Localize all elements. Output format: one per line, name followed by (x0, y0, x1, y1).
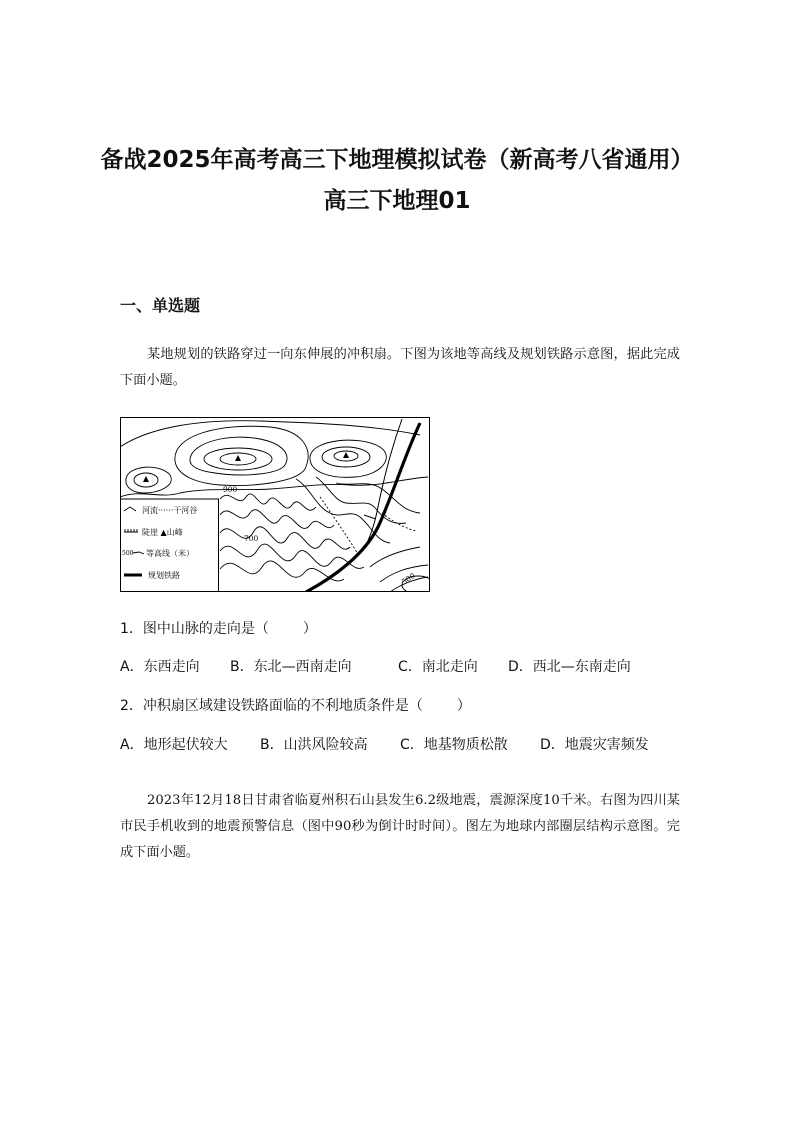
question-1-stem-end: ） (302, 621, 317, 637)
question-2 (120, 696, 471, 716)
question-1-option-d[interactable]: D．西北—东南走向 (508, 659, 631, 675)
contour-label-700: 700 (244, 534, 259, 543)
question-1-option-c[interactable]: C．南北走向 (398, 659, 478, 675)
question-2-stem-end: ） (456, 698, 471, 714)
question-2-option-b[interactable]: B．山洪风险较高 (260, 737, 368, 753)
question-2-option-c[interactable]: C．地基物质松散 (400, 737, 508, 753)
legend-contour-sample: 500 (122, 550, 134, 557)
contour-label-900: 900 (223, 485, 238, 494)
document-title: 备战2025年高考高三下地理模拟试卷（新高考八省通用）高三下地理01 (100, 147, 694, 214)
legend-river: 河流······干河谷 (142, 506, 198, 515)
contour-map-figure (120, 417, 430, 592)
legend-contour: 等高线（米） (146, 549, 194, 558)
map-legend (121, 499, 219, 592)
question-1 (120, 619, 317, 639)
question-2-options (120, 735, 649, 755)
legend-railway: 规划铁路 (148, 571, 180, 580)
section-heading: 一、单选题 (120, 296, 201, 315)
question-1-option-b[interactable]: B．东北—西南走向 (230, 659, 352, 675)
contour-label-500: 500 (399, 570, 417, 587)
passage-intro-1: 某地规划的铁路穿过一向东伸展的冲积扇。下图为该地等高线及规划铁路示意图，据此完成下面小题。 (120, 347, 680, 388)
question-1-option-a[interactable]: A．东西走向 (120, 659, 200, 675)
question-1-options (120, 657, 631, 677)
question-2-stem: 2．冲积扇区域建设铁路面临的不利地质条件是（ (120, 698, 423, 714)
question-1-stem: 1．图中山脉的走向是（ (120, 621, 269, 637)
question-2-option-a[interactable]: A．地形起伏较大 (120, 737, 228, 753)
question-2-option-d[interactable]: D．地震灾害频发 (540, 737, 649, 753)
passage-intro-2: 2023年12月18日甘肃省临夏州积石山县发生6.2级地震，震源深度10千米。右图为四川某市民手机收到的地震预警信息（图中90秒为倒计时时间）。图左为地球内部圈层结构示意图。完成下面小题。 (120, 793, 680, 860)
legend-cliff-peak: 陡崖 ▲山峰 (142, 528, 183, 537)
